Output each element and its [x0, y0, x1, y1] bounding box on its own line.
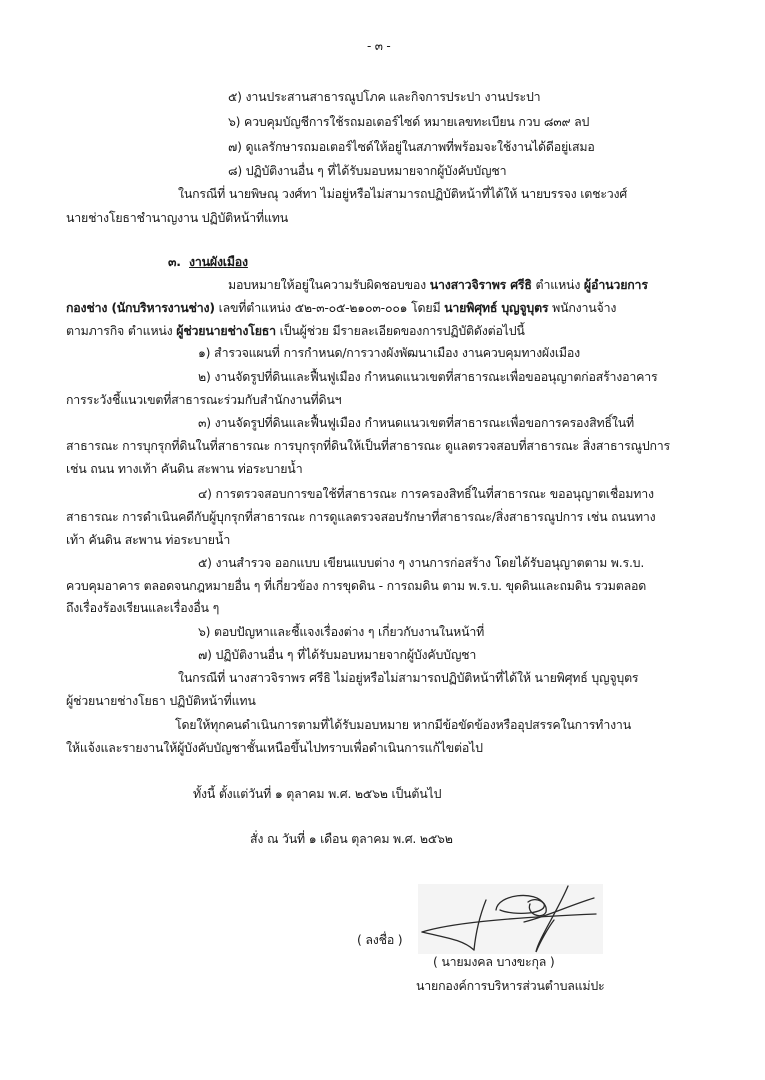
intro-text: พนักงานจ้าง [548, 300, 617, 315]
duty-item: ๕) งานสำรวจ ออกแบบ เขียนแบบต่าง ๆ งานการก่อสร้าง โดยได้รับอนุญาตตาม พ.ร.บ. [198, 555, 645, 570]
signatory-title: นายกองค์การบริหารส่วนตำบลแม่ปะ [416, 978, 605, 993]
duty-item-cont: สาธารณะ การดำเนินคดีกับผู้บุกรุกที่สาธารณะ การดูแลตรวจสอบรักษาที่สาธารณะ/สิ่งสาธารณูปการ เช่น ถนนทาง [66, 509, 656, 524]
intro-line-2 [66, 298, 616, 318]
section-number: ๓. [168, 254, 181, 269]
responsible-position: ผู้อำนวยการ [583, 277, 648, 292]
duty-item-cont: การระวังชี้แนวเขตที่สาธารณะร่วมกับสำนักงานที่ดินฯ [66, 392, 342, 407]
responsible-position: กองช่าง (นักบริหารงานช่าง) [66, 300, 215, 315]
signature-label: ( ลงชื่อ ) [357, 932, 403, 947]
substitute-clause: ในกรณีที่ นางสาวจิราพร ศรีธิ ไม่อยู่หรือไม่สามารถปฏิบัติหน้าที่ได้ให้ นายพิศุทธ์ บุญจูบุตร [178, 670, 639, 685]
order-date: สั่ง ณ วันที่ ๑ เดือน ตุลาคม พ.ศ. ๒๕๖๒ [250, 831, 453, 846]
intro-text: เลขที่ตำแหน่ง ๕๒-๓-๐๕-๒๑๐๓-๐๐๑ โดยมี [214, 300, 445, 315]
duty-item-cont: ถึงเรื่องร้องเรียนและเรื่องอื่น ๆ [66, 600, 220, 615]
duty-item: ๑) สำรวจแผนที่ การกำหนด/การวางผังพัฒนาเมือง งานควบคุมทางผังเมือง [198, 345, 580, 360]
duty-item-cont: สาธารณะ การบุกรุกที่ดินในที่สาธารณะ การบุกรุกที่ดินให้เป็นที่สาธารณะ ดูแลตรวจสอบที่สาธารณะ สิ่งสาธารณูปการ [66, 438, 670, 453]
page-number: - ๓ - [367, 39, 391, 53]
duty-item-cont: ควบคุมอาคาร ตลอดจนกฎหมายอื่น ๆ ที่เกี่ยวข้อง การขุดดิน - การถมดิน ตาม พ.ร.บ. ขุดดินและถมดิน รวมตลอด [66, 578, 647, 593]
substitute-clause: ในกรณีที่ นายพิษณุ วงศ์ทา ไม่อยู่หรือไม่สามารถปฏิบัติหน้าที่ได้ให้ นายบรรจง เตชะวงศ์ [178, 186, 628, 201]
duty-item: ๒) งานจัดรูปที่ดินและฟื้นฟูเมือง กำหนดแนวเขตที่สาธารณะเพื่อขออนุญาตก่อสร้างอาคาร [198, 369, 658, 384]
duty-item: ๗) ดูแลรักษารถมอเตอร์ไซด์ให้อยู่ในสภาพที่พร้อมจะใช้งานได้ดีอยู่เสมอ [228, 139, 595, 154]
substitute-clause-cont: ผู้ช่วยนายช่างโยธา ปฏิบัติหน้าที่แทน [66, 693, 256, 708]
intro-text: ตามภารกิจ ตำแหน่ง [66, 323, 177, 338]
section-title: งานผังเมือง [189, 254, 248, 269]
duty-item: ๖) ตอบปัญหาและชี้แจงเรื่องต่าง ๆ เกี่ยวกับงานในหน้าที่ [198, 624, 485, 639]
substitute-clause-cont: นายช่างโยธาชำนาญงาน ปฏิบัติหน้าที่แทน [66, 210, 288, 225]
duty-item: ๔) การตรวจสอบการขอใช้ที่สาธารณะ การครองสิทธิ์ในที่สาธารณะ ขออนุญาตเชื่อมทาง [198, 486, 654, 501]
intro-line-3 [66, 321, 525, 341]
closing-paragraph-cont: ให้แจ้งและรายงานให้ผู้บังคับบัญชาชั้นเหนือขึ้นไปทราบเพื่อดำเนินการแก้ไขต่อไป [66, 740, 483, 755]
intro-line-1 [228, 275, 648, 295]
duty-item: ๓) งานจัดรูปที่ดินและฟื้นฟูเมือง กำหนดแนวเขตที่สาธารณะเพื่อขอการครองสิทธิ์ในที่ [198, 415, 634, 430]
assistant-position: ผู้ช่วยนายช่างโยธา [176, 323, 276, 338]
duty-item: ๗) ปฏิบัติงานอื่น ๆ ที่ได้รับมอบหมายจากผู้บังคับบัญชา [198, 647, 477, 662]
duty-item: ๖) ควบคุมบัญชีการใช้รถมอเตอร์ไซด์ หมายเลขทะเบียน กวบ ๘๓๙ ลป [228, 114, 590, 129]
assistant-person: นายพิศุทธ์ บุญจูบุตร [444, 300, 549, 315]
effective-date: ทั้งนี้ ตั้งแต่วันที่ ๑ ตุลาคม พ.ศ. ๒๕๖๒ เป็นต้นไป [193, 786, 442, 801]
section-heading [168, 252, 248, 272]
responsible-person: นางสาวจิราพร ศรีธิ [429, 277, 532, 292]
duty-item-cont: เช่น ถนน ทางเท้า คันดิน สะพาน ท่อระบายน้ำ [66, 461, 303, 476]
intro-text: เป็นผู้ช่วย มีรายละเอียดของการปฏิบัติดังต่อไปนี้ [275, 323, 525, 338]
duty-item: ๘) ปฏิบัติงานอื่น ๆ ที่ได้รับมอบหมายจากผู้บังคับบัญชา [228, 163, 507, 178]
signature-image [418, 880, 608, 960]
closing-paragraph: โดยให้ทุกคนดำเนินการตามที่ได้รับมอบหมาย หากมีข้อขัดข้องหรืออุปสรรคในการทำงาน [175, 717, 631, 732]
duty-item-cont: เท้า คันดิน สะพาน ท่อระบายน้ำ [66, 532, 231, 547]
duty-item: ๕) งานประสานสาธารณูปโภค และกิจการประปา งานประปา [228, 89, 541, 104]
signatory-name: ( นายมงคล บางขะกุล ) [433, 954, 555, 969]
intro-text: ตำแหน่ง [531, 277, 584, 292]
intro-text: มอบหมายให้อยู่ในความรับผิดชอบของ [228, 277, 430, 292]
